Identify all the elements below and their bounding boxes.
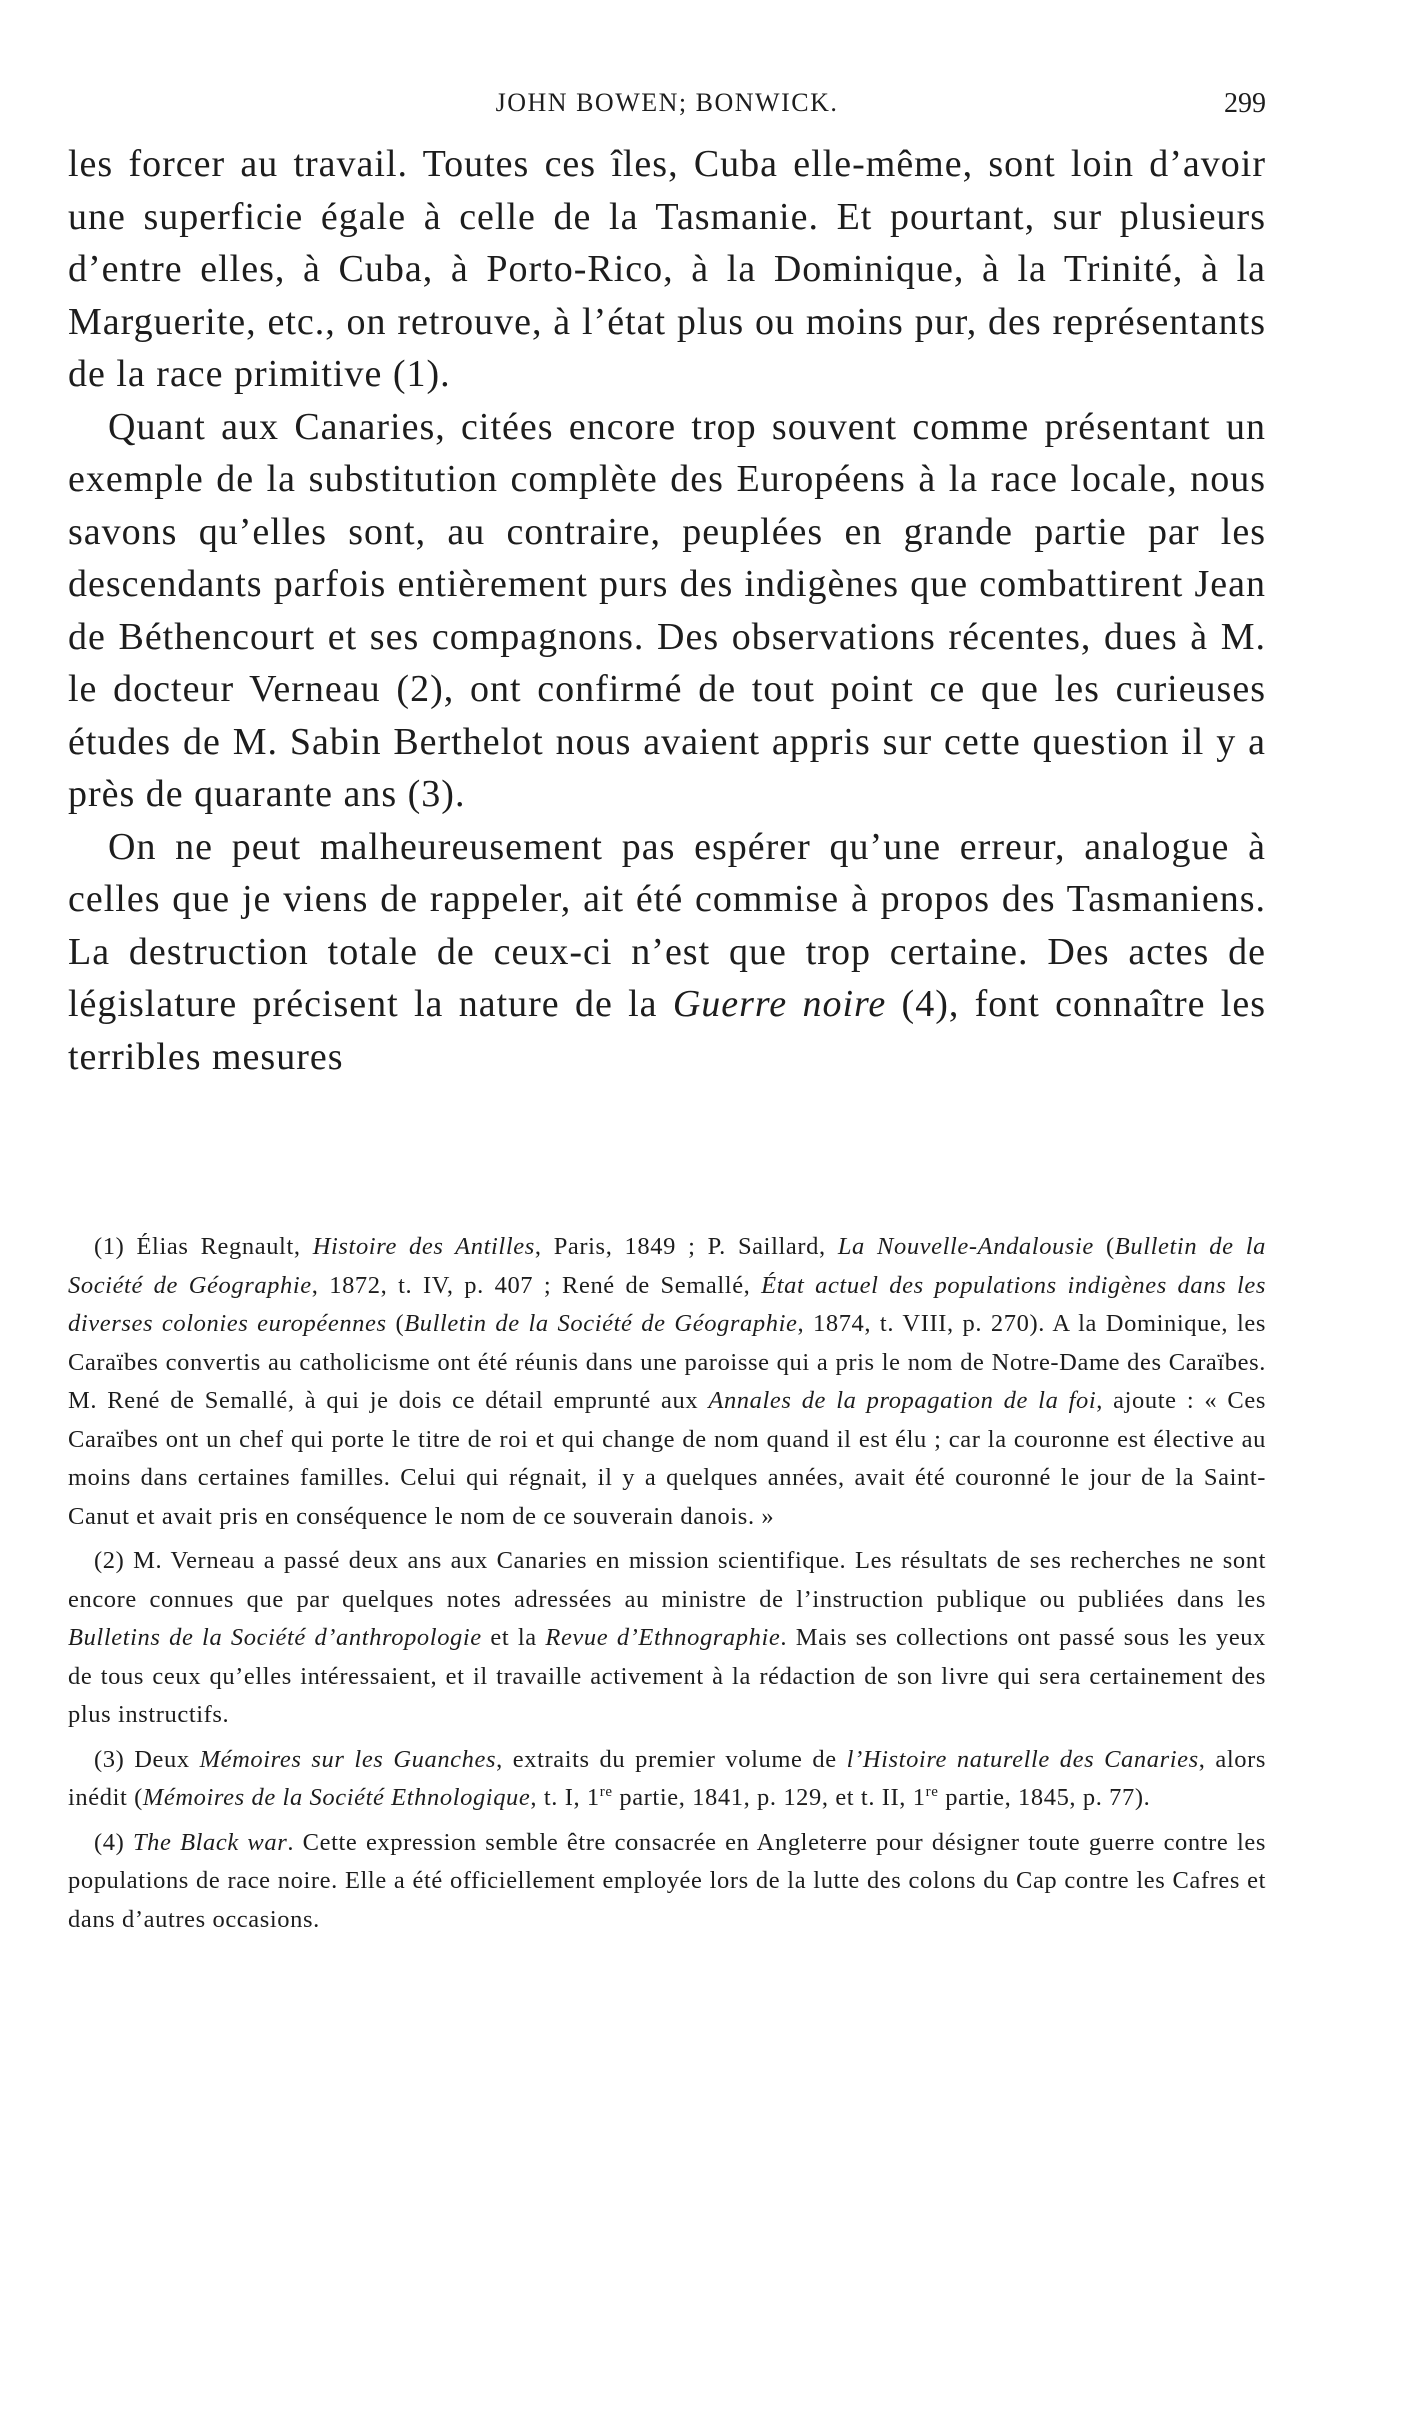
fn1-italic: Bulletin de la Société de Géographie (404, 1310, 798, 1337)
fn3-italic: Mémoires sur les Guanches (199, 1745, 497, 1773)
fn2-text: . Mais ses collections ont passé sous les yeux de tous ceux qu’elles intéressaient, et il travaille activement à la rédaction de son livre qui sera certainement des plus instructifs. (68, 1624, 1267, 1728)
fn3-text: , t. I, 1 (530, 1784, 600, 1811)
fn1-italic: La Nouvelle-Andalousie (837, 1233, 1094, 1260)
fn3-text: , alors inédit ( (68, 1745, 1267, 1811)
page-header (68, 88, 1266, 128)
fn3-superscript: re (925, 1783, 939, 1800)
footnote-4 (68, 1824, 1266, 1940)
fn1-italic: Bulletin de la Société de Géographie (68, 1233, 1266, 1299)
fn3-italic: l’Histoire naturelle des Canaries (846, 1745, 1199, 1773)
footnote-3 (68, 1741, 1266, 1818)
page-number: 299 (1224, 88, 1266, 119)
fn1-italic: Annales de la propagation de la foi (708, 1387, 1097, 1414)
fn2-text: et la (481, 1624, 546, 1651)
fn3-italic: Mémoires de la Société Ethnologique (142, 1784, 531, 1811)
fn1-text: ( (386, 1310, 405, 1337)
fn3-text: partie, 1841, p. 129, et t. II, 1 (612, 1784, 926, 1811)
paragraph-2: Quant aux Canaries, citées encore trop souvent comme présentant un exemple de la substitution complète des Européens à la race locale, nous savons qu’elles sont, au contraire, peuplées en grande partie par les descendants parfois entièrement purs des indigènes que combattirent Jean de Béthencourt et ses compagnons. Des observations récentes, dues à M. le docteur Verneau (2), ont confirmé de tout point ce que les curieuses études de M. Sabin Berthelot nous avaient appris sur cette question il y a près de quarante ans (3). (68, 405, 1266, 815)
fn1-text: (1) Élias Regnault, (94, 1233, 313, 1260)
fn1-text: , Paris, 1849 ; P. Saillard, (534, 1233, 838, 1260)
fn4-text: . Cette expression semble être consacrée en Angleterre pour désigner toute guerre contre les populations de race noire. Elle a été officiellement employée lors de la lutte des colons du Cap contre les Cafres et dans d’autres occasions. (68, 1828, 1266, 1933)
fn2-italic: Bulletins de la Société d’anthropologie (68, 1624, 482, 1651)
fn4-text: (4) (94, 1828, 133, 1856)
fn3-text: partie, 1845, p. 77). (938, 1784, 1151, 1811)
paragraph-1: les forcer au travail. Toutes ces îles, Cuba elle-même, sont loin d’avoir une superficie égale à celle de la Tasmanie. Et pourtant, sur plusieurs d’entre elles, à Cuba, à Porto-Rico, à la Dominique, à la Trinité, à la Marguerite, etc., on retrouve, à l’état plus ou moins pur, des représentants de la race primitive (1). (68, 143, 1266, 395)
running-title: JOHN BOWEN; BONWICK. (495, 88, 839, 117)
fn2-italic: Revue d’Ethnographie (545, 1624, 781, 1651)
footnote-1 (68, 1228, 1266, 1536)
fn2-text: (2) M. Verneau a passé deux ans aux Canaries en mission scientifique. Les résultats de ses recherches ne sont encore connues que par quelques notes adressées au ministre de l’instruction publique ou publiées dans les (68, 1547, 1266, 1613)
fn3-text: (3) Deux (94, 1745, 200, 1773)
footnotes (68, 1228, 1266, 1939)
fn1-text: , 1874, t. VIII, p. 270). A la Dominique, les Caraïbes convertis au catholicisme ont été réunis dans une paroisse qui a pris le nom de Notre-Dame des Caraïbes. M. René de Semallé, à qui je dois ce détail emprunté aux (68, 1310, 1266, 1414)
main-text (68, 138, 1266, 1083)
fn1-text: , ajoute : « Ces Caraïbes ont un chef qui porte le titre de roi et qui change de nom quand il est élu ; car la couronne est élective au moins dans certaines familles. Celui qui régnait, il y a quelques années, avait été couronné le jour de la Saint-Canut et avait pris en conséquence le nom de ce souverain danois. » (68, 1387, 1266, 1530)
fn1-italic: Histoire des Antilles (312, 1233, 535, 1260)
fn3-superscript: re (599, 1783, 613, 1800)
paragraph-3-text-a: On ne peut malheureusement pas espérer qu’une erreur, analogue à celles que je viens de rappeler, ait été commise à propos des Tasmaniens. La destruction totale de ceux-ci n’est que trop certaine. Des actes de législature précisent la nature de la (68, 825, 1266, 1025)
guerre-noire-italic: Guerre noire (672, 983, 887, 1025)
paragraph-3 (68, 821, 1266, 1084)
paragraph-3-text-b: (4), font connaître les terribles mesures (68, 983, 1266, 1078)
fn1-italic: État actuel des populations indigènes dans les diverses colonies européennes (68, 1271, 1266, 1337)
fn3-text: , extraits du premier volume de (496, 1745, 847, 1773)
fn4-italic: The Black war (132, 1828, 288, 1856)
footnote-2 (68, 1542, 1266, 1735)
fn1-text: , 1872, t. IV, p. 407 ; René de Semallé, (311, 1271, 762, 1299)
fn1-text: ( (1093, 1233, 1115, 1260)
